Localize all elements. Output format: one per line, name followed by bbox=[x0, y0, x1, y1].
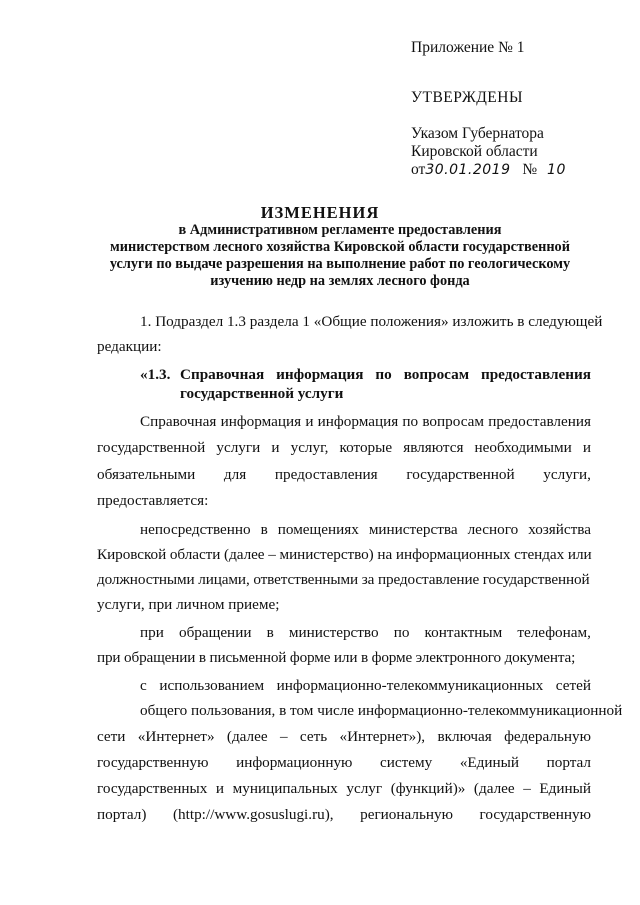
word: государственных bbox=[97, 780, 208, 797]
word: (далее bbox=[226, 728, 268, 745]
paragraph-5-line4 bbox=[97, 754, 591, 772]
word: которые bbox=[339, 439, 393, 456]
section-heading-line1 bbox=[180, 366, 591, 384]
word: в bbox=[260, 521, 268, 538]
number-sign: № bbox=[522, 161, 538, 178]
word: – bbox=[279, 728, 288, 745]
word: по bbox=[402, 413, 419, 430]
appendix-label: Приложение № 1 bbox=[411, 39, 525, 56]
word: обязательными bbox=[97, 466, 196, 483]
word: муниципальных bbox=[232, 780, 338, 797]
word: портал bbox=[546, 754, 591, 771]
word: «Интернет»), bbox=[339, 728, 426, 745]
word: по bbox=[393, 624, 410, 641]
paragraph-3-line1 bbox=[140, 521, 591, 539]
paragraph-4-line2: при обращении в письменной форме или в форме электронного документа; bbox=[97, 649, 576, 666]
word: по bbox=[375, 366, 392, 383]
word: сетей bbox=[555, 677, 591, 694]
word: Справочная bbox=[140, 413, 217, 430]
handwritten-date: 30.01.2019 bbox=[425, 162, 511, 178]
word: лесного bbox=[467, 521, 519, 538]
word: региональную bbox=[360, 806, 453, 823]
decree-date-line bbox=[411, 160, 566, 180]
word: информационно-телекоммуникационных bbox=[276, 677, 544, 694]
word: помещениях bbox=[277, 521, 359, 538]
word: в bbox=[266, 624, 274, 641]
subtitle-line: услуги по выдаче разрешения на выполнение работ по геологическому bbox=[109, 256, 571, 272]
word: и bbox=[271, 439, 280, 456]
word: контактным bbox=[424, 624, 503, 641]
subtitle-line: изучению недр на землях лесного фонда bbox=[210, 273, 470, 289]
word: вопросам bbox=[422, 413, 484, 430]
paragraph-1-line: редакции: bbox=[97, 338, 162, 355]
word: Справочная bbox=[180, 366, 265, 383]
paragraph-3-line3: должностными лицами, ответственными за предоставление государственной bbox=[97, 571, 590, 588]
word: включая bbox=[437, 728, 492, 745]
subtitle-line: министерством лесного хозяйства Кировской области государственной bbox=[110, 239, 570, 255]
word: информационную bbox=[236, 754, 353, 771]
word: являются bbox=[403, 439, 464, 456]
word: государственную bbox=[479, 806, 591, 823]
word: для bbox=[223, 466, 247, 483]
paragraph-2-line2 bbox=[97, 439, 591, 457]
word: необходимыми bbox=[474, 439, 572, 456]
paragraph-2-line3 bbox=[97, 466, 591, 484]
word: портал) bbox=[97, 806, 147, 823]
word: предоставления bbox=[274, 466, 378, 483]
word: непосредственно bbox=[140, 521, 251, 538]
word: сети bbox=[97, 728, 126, 745]
word: (функций)» bbox=[390, 780, 466, 797]
handwritten-number: 10 bbox=[547, 162, 566, 178]
word: и bbox=[582, 439, 591, 456]
word: сеть bbox=[299, 728, 328, 745]
paragraph-3-line4: услуги, при личном приеме; bbox=[97, 596, 280, 613]
subtitle-line: в Административном регламенте предоставления bbox=[178, 222, 502, 238]
word: министерство bbox=[288, 624, 379, 641]
word: государственную bbox=[97, 754, 209, 771]
paragraph-2-line4: предоставляется: bbox=[97, 492, 209, 509]
document-subtitle bbox=[90, 222, 590, 290]
word: «Единый bbox=[459, 754, 519, 771]
paragraph-5-line6 bbox=[97, 806, 591, 824]
word: с bbox=[140, 677, 147, 694]
word: при bbox=[140, 624, 164, 641]
word: хозяйства bbox=[528, 521, 591, 538]
word: информация bbox=[220, 413, 302, 430]
word: (http://www.gosuslugi.ru), bbox=[172, 806, 334, 823]
word: услуги, bbox=[543, 466, 591, 483]
word: услуг bbox=[346, 780, 383, 797]
date-prefix: от bbox=[411, 161, 426, 178]
paragraph-5-line2: общего пользования, в том числе информационно-телекоммуникационной bbox=[140, 702, 623, 719]
word: телефонам, bbox=[517, 624, 591, 641]
word: обращении bbox=[178, 624, 252, 641]
paragraph-5-line5 bbox=[97, 780, 591, 798]
word: министерства bbox=[368, 521, 458, 538]
paragraph-5-line3 bbox=[97, 728, 591, 746]
word: и bbox=[305, 413, 314, 430]
document-title: ИЗМЕНЕНИЯ bbox=[260, 203, 380, 222]
section-heading-line2: государственной услуги bbox=[180, 385, 344, 402]
word: предоставления bbox=[488, 413, 591, 430]
word: и bbox=[215, 780, 225, 797]
approved-by-line1: Указом Губернатора bbox=[411, 125, 544, 142]
word: (далее bbox=[473, 780, 515, 797]
word: услуги bbox=[216, 439, 261, 456]
word: предоставления bbox=[480, 366, 591, 383]
word: информация bbox=[317, 413, 399, 430]
approved-label: УТВЕРЖДЕНЫ bbox=[411, 89, 523, 106]
word: государственной bbox=[97, 439, 206, 456]
word: государственной bbox=[406, 466, 515, 483]
word: «Интернет» bbox=[137, 728, 215, 745]
paragraph-1-line: 1. Подраздел 1.3 раздела 1 «Общие положения» изложить в следующей bbox=[140, 313, 603, 330]
word: – bbox=[523, 780, 531, 797]
word: услуг, bbox=[290, 439, 329, 456]
word: федеральную bbox=[504, 728, 591, 745]
section-heading-number: «1.3. bbox=[140, 366, 171, 383]
word: использованием bbox=[159, 677, 265, 694]
word: систему bbox=[380, 754, 433, 771]
word: информация bbox=[276, 366, 364, 383]
word: вопросам bbox=[403, 366, 470, 383]
paragraph-2-line1 bbox=[140, 413, 591, 431]
approved-by-line2: Кировской области bbox=[411, 143, 538, 160]
paragraph-5-line1 bbox=[140, 677, 591, 695]
word: Единый bbox=[539, 780, 591, 797]
paragraph-3-line2: Кировской области (далее – министерство) на информационных стендах или bbox=[97, 546, 592, 563]
paragraph-4-line1 bbox=[140, 624, 591, 642]
